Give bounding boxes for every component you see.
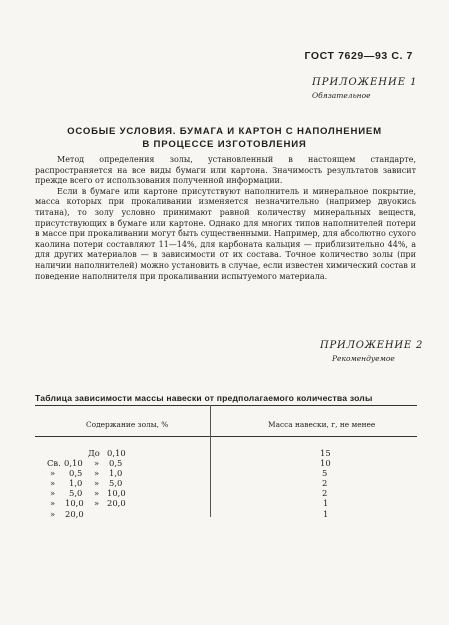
table-row	[35, 448, 417, 458]
cell-prefix: »	[50, 488, 56, 499]
cell-to: 20,0	[107, 498, 126, 509]
cell-mass: 2	[322, 478, 328, 489]
table-top-rule	[35, 405, 417, 406]
cell-to: 5,0	[109, 478, 123, 489]
cell-mass: 1	[323, 508, 329, 519]
cell-from: 5,0	[69, 488, 83, 499]
cell-sep: »	[94, 468, 100, 479]
paragraph: Если в бумаге или картоне присутствуют наполнитель и минеральное покрытие, масса которых при прокаливании изменяется незначительно (например двуокись титана), то золу условно принимают равной количеству минеральных веществ, присутствующих в бумаге или картоне. Однако для многих типов наполнителей потери в массе при прокаливании могут быть существенными. Например, для абсолютно сухого каолина потери составляют 11—14%, для карбоната кальция — приблизительно 44%, а для других материалов — в зависимости от их состава. Точное количество золы (при наличии наполнителей) можно установить в случае, если известен химический состав и поведение наполнителя при прокаливании испытуемого материала.	[35, 186, 416, 281]
table-row	[35, 468, 417, 478]
section-heading-line-2: В ПРОЦЕССЕ ИЗГОТОВЛЕНИЯ	[142, 138, 307, 150]
column-header-ash-content: Содержание золы, %	[86, 420, 169, 429]
appendix-2-title: ПРИЛОЖЕНИЕ 2	[320, 340, 424, 351]
section-heading	[0, 126, 449, 151]
cell-prefix: »	[50, 498, 56, 509]
cell-prefix: »	[50, 478, 56, 489]
cell-prefix: »	[50, 508, 56, 519]
page-header-standard-ref: ГОСТ 7629—93 С. 7	[304, 50, 413, 62]
appendix-1-status: Обязательное	[312, 91, 371, 100]
cell-mass: 10	[320, 458, 331, 469]
table-title: Таблица зависимости массы навески от предполагаемого количества золы	[35, 393, 373, 403]
cell-prefix: »	[50, 468, 56, 479]
cell-sep: До	[88, 448, 100, 458]
cell-mass: 5	[322, 468, 328, 479]
table-row	[35, 478, 417, 488]
table-header-rule	[35, 436, 417, 437]
column-header-sample-mass: Масса навески, г, не менее	[268, 420, 376, 429]
cell-mass: 1	[323, 498, 329, 509]
appendix-1-title: ПРИЛОЖЕНИЕ 1	[312, 77, 418, 88]
cell-from: 10,0	[65, 498, 84, 509]
body-text	[35, 155, 416, 282]
cell-from: 20,0	[65, 508, 84, 519]
table-row	[35, 458, 417, 468]
cell-to: 0,10	[107, 448, 126, 458]
table-row	[35, 509, 417, 519]
paragraph: Метод определения золы, установленный в настоящем стандарте, распространяется на все виды бумаги или картона. Значимость результатов зависит прежде всего от использования полученной информации.	[35, 155, 416, 186]
table-row	[35, 488, 417, 498]
cell-from: 0,10	[64, 458, 83, 469]
cell-to: 1,0	[109, 468, 123, 479]
cell-sep: »	[94, 498, 100, 509]
cell-to: 10,0	[107, 488, 126, 499]
cell-to: 0,5	[109, 458, 123, 469]
cell-from: 0,5	[69, 468, 83, 479]
appendix-2-status: Рекомендуемое	[332, 354, 395, 363]
cell-mass: 2	[322, 488, 328, 499]
cell-from: 1,0	[69, 478, 83, 489]
cell-mass: 15	[320, 448, 331, 458]
cell-sep: »	[94, 478, 100, 489]
table-row	[35, 498, 417, 508]
cell-prefix: Св.	[47, 458, 61, 469]
cell-sep: »	[94, 488, 100, 499]
table-body	[35, 448, 417, 519]
cell-sep: »	[94, 458, 100, 469]
section-heading-line-1: ОСОБЫЕ УСЛОВИЯ. БУМАГА И КАРТОН С НАПОЛНЕНИЕМ	[67, 126, 382, 137]
